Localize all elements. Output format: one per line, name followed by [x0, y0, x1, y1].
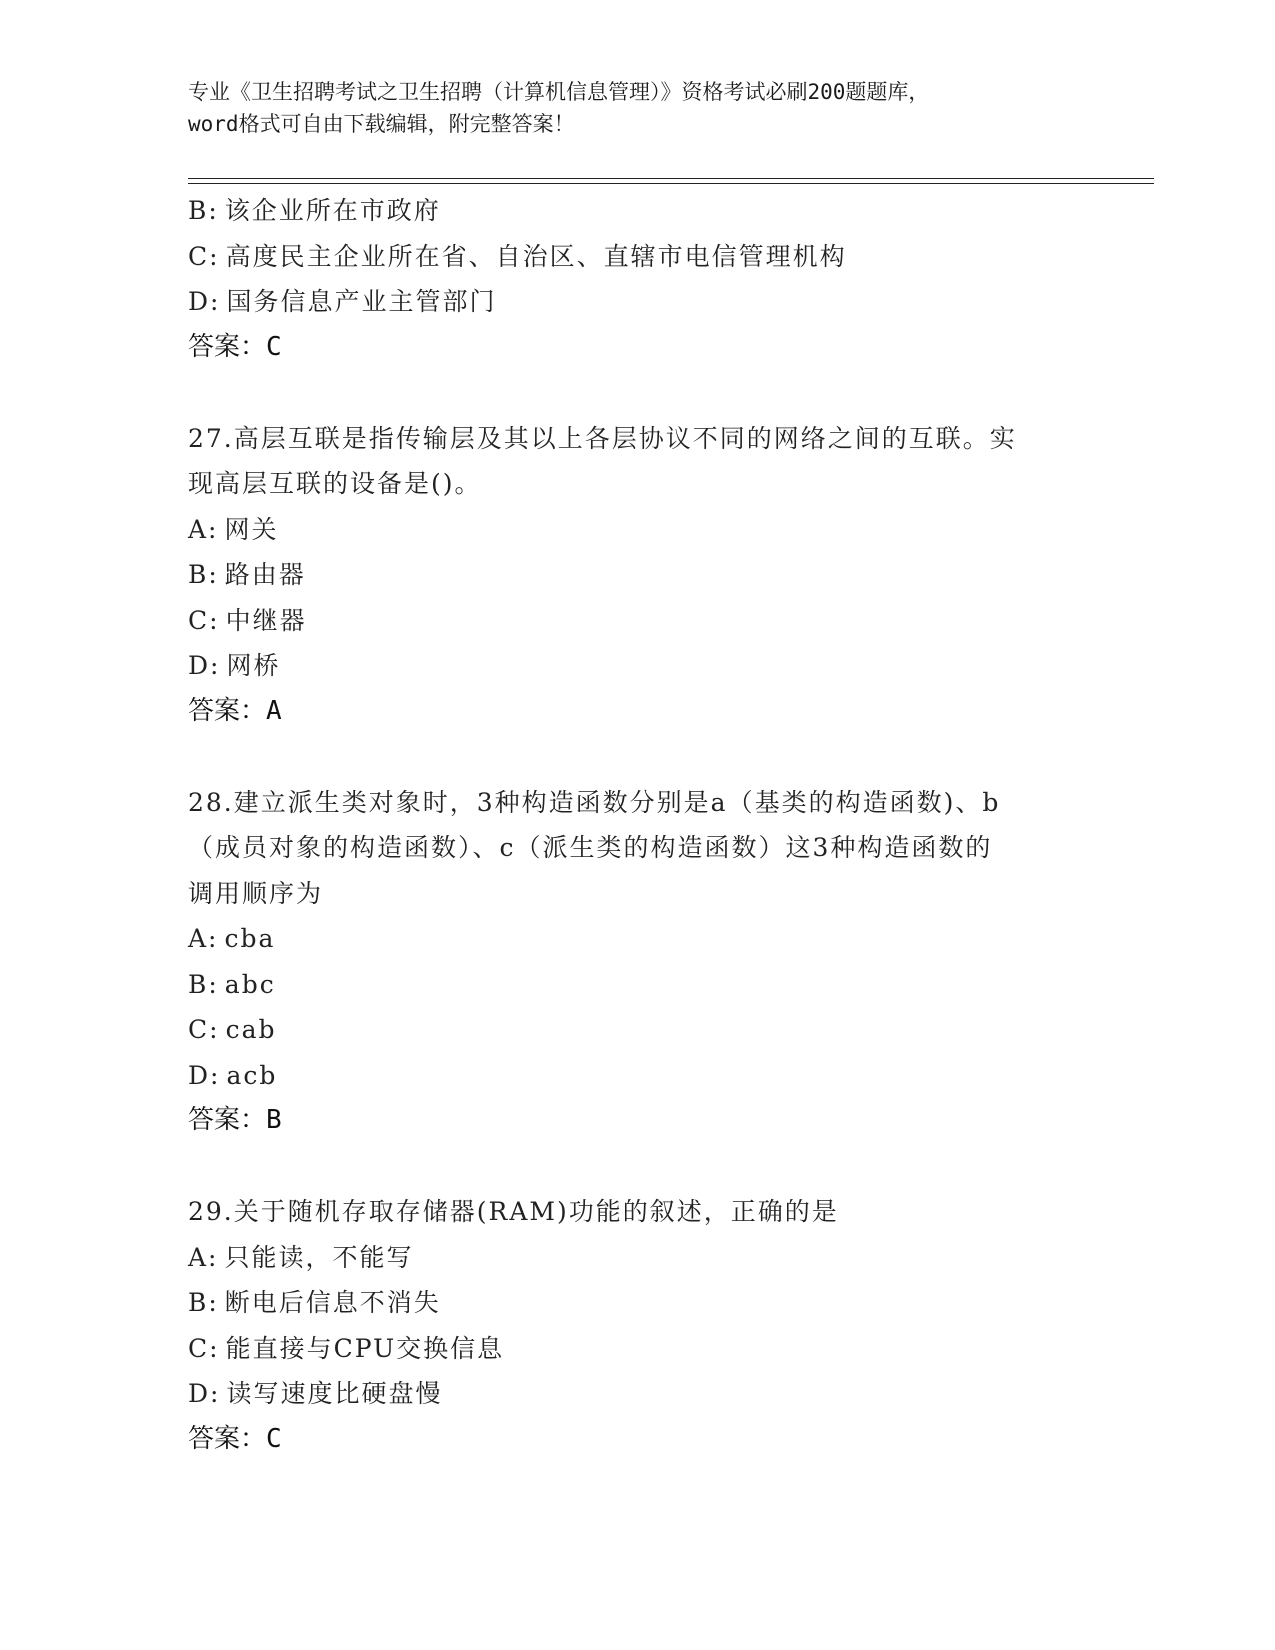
option-text: 国务信息产业主管部门 [226, 287, 497, 316]
option-letter: C: [188, 1015, 220, 1044]
question-29 [188, 1189, 1088, 1462]
option-letter: A: [188, 514, 219, 544]
option-d [188, 1053, 1088, 1099]
option-text: 该企业所在市政府 [224, 196, 441, 225]
option-b [188, 188, 1088, 234]
header-line-1: 专业《卫生招聘考试之卫生招聘（计算机信息管理）》资格考试必刷200题题库， [188, 80, 930, 104]
option-letter: A: [188, 1242, 219, 1272]
document-header [188, 76, 1088, 140]
option-text: 中继器 [225, 605, 307, 635]
option-text: cba [224, 924, 276, 953]
option-b [188, 962, 1088, 1008]
question-28 [188, 780, 1088, 1144]
option-letter: B: [188, 1288, 219, 1317]
question-stem-line: 28.建立派生类对象时，3种构造函数分别是a（基类的构造函数)、b [188, 787, 1001, 817]
question-stem-line: 29.关于随机存取存储器(RAM)功能的叙述，正确的是 [188, 1197, 839, 1226]
question-stem-line: 27.高层互联是指传输层及其以上各层协议不同的网络之间的互联。实 [188, 423, 1017, 453]
option-letter: B: [188, 560, 219, 589]
option-a [188, 507, 1088, 553]
option-text: 能直接与CPU交换信息 [225, 1333, 505, 1363]
question-stem-line: 现高层互联的设备是()。 [188, 469, 482, 498]
option-text: cab [225, 1015, 277, 1044]
option-letter: B: [188, 969, 219, 999]
option-d [188, 1371, 1088, 1417]
option-text: 断电后信息不消失 [224, 1288, 441, 1317]
option-b [188, 1280, 1088, 1326]
answer-line: 答案：C [188, 1423, 282, 1454]
option-letter: A: [188, 924, 219, 953]
prev-question-block [188, 188, 1088, 370]
option-c [188, 1326, 1088, 1372]
option-a [188, 1235, 1088, 1281]
question-stem-line: （成员对象的构造函数）、c（派生类的构造函数）这3种构造函数的 [188, 833, 993, 862]
option-text: 网桥 [226, 651, 281, 680]
spacer [188, 734, 1088, 780]
option-text: 高度民主企业所在省、自治区、直辖市电信管理机构 [225, 241, 847, 271]
option-letter: D: [188, 651, 221, 680]
option-text: 读写速度比硬盘慢 [226, 1379, 443, 1408]
option-c [188, 598, 1088, 644]
answer-line: 答案：A [188, 695, 282, 726]
option-letter: D: [188, 287, 221, 316]
option-c [188, 234, 1088, 280]
option-letter: D: [188, 1060, 221, 1090]
header-line-2: word格式可自由下载编辑，附完整答案！ [188, 112, 575, 136]
spacer [188, 1144, 1088, 1190]
option-text: 路由器 [224, 560, 306, 589]
option-text: acb [226, 1060, 278, 1090]
option-letter: B: [188, 196, 219, 225]
option-letter: D: [188, 1379, 221, 1408]
option-letter: C: [188, 241, 220, 271]
spacer [188, 370, 1088, 416]
option-c [188, 1007, 1088, 1053]
question-stem-line: 调用顺序为 [188, 878, 324, 908]
option-d [188, 643, 1088, 689]
answer-line: 答案：B [188, 1105, 282, 1135]
option-text: 网关 [224, 514, 279, 544]
question-body [188, 188, 1088, 1462]
answer-line: 答案：C [188, 331, 282, 362]
option-b [188, 552, 1088, 598]
option-text: abc [224, 969, 276, 999]
option-text: 只能读，不能写 [224, 1242, 414, 1272]
option-d [188, 279, 1088, 325]
question-27 [188, 416, 1088, 735]
option-a [188, 916, 1088, 962]
option-letter: C: [188, 1333, 220, 1363]
header-divider-top [188, 178, 1154, 179]
header-divider-bottom [188, 183, 1154, 184]
option-letter: C: [188, 605, 220, 635]
